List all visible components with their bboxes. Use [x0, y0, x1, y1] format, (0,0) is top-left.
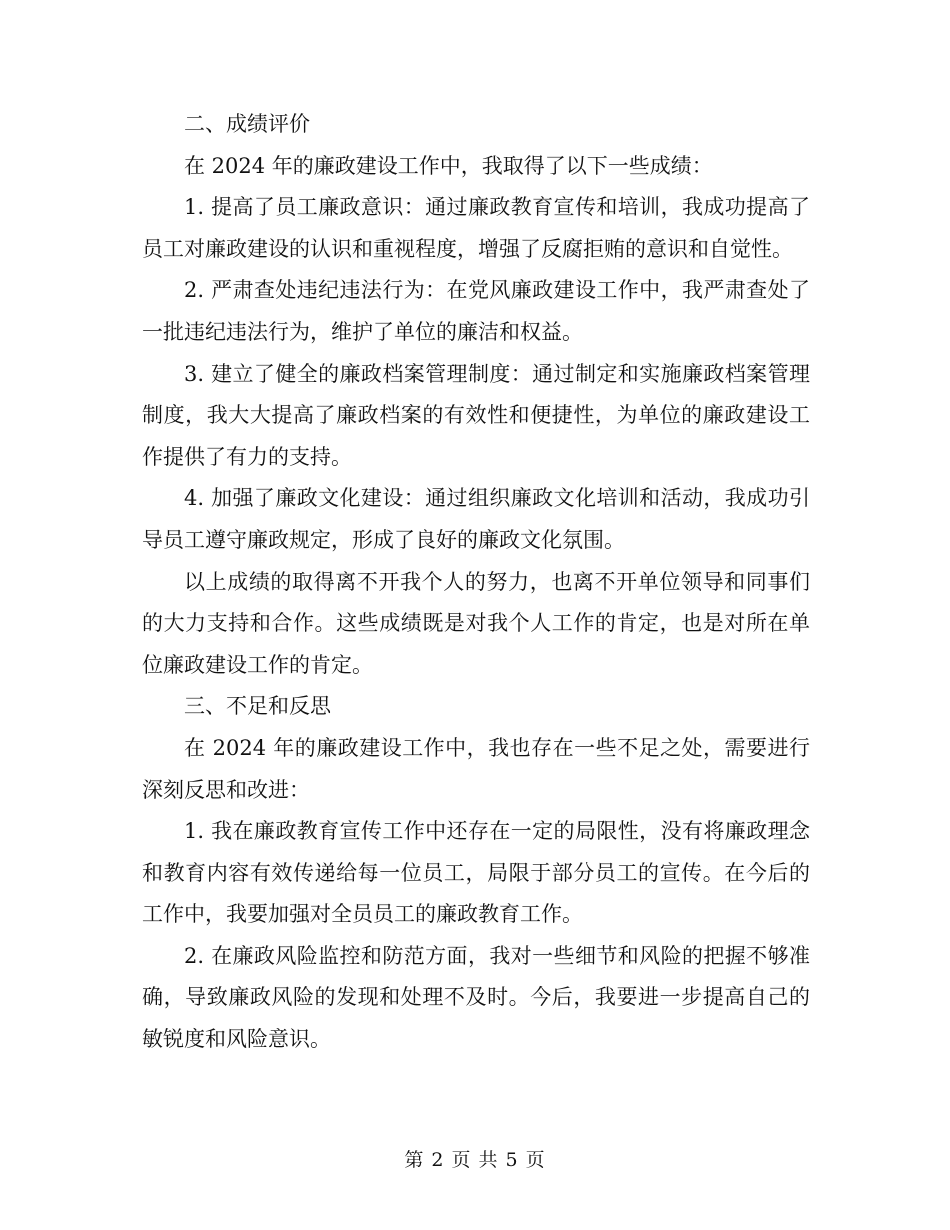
list-item: 2. 严肃查处违纪违法行为：在党风廉政建设工作中，我严肃查处了一批违纪违法行为，维护了单位的廉洁和权益。 [142, 278, 810, 344]
paragraph: 在 2024 年的廉政建设工作中，我也存在一些不足之处，需要进行深刻反思和改进： [142, 735, 810, 802]
document-body [142, 104, 810, 1061]
list-item: 1. 提高了员工廉政意识：通过廉政教育宣传和培训，我成功提高了员工对廉政建设的认识和重视程度，增强了反腐拒贿的意识和自觉性。 [142, 195, 810, 261]
list-item: 2. 在廉政风险监控和防范方面，我对一些细节和风险的把握不够准确，导致廉政风险的发现和处理不及时。今后，我要进一步提高自己的敏锐度和风险意识。 [142, 943, 810, 1052]
paragraph: 以上成绩的取得离不开我个人的努力，也离不开单位领导和同事们的大力支持和合作。这些成绩既是对我个人工作的肯定，也是对所在单位廉政建设工作的肯定。 [142, 569, 810, 677]
list-item: 1. 我在廉政教育宣传工作中还存在一定的局限性，没有将廉政理念和教育内容有效传递给每一位员工，局限于部分员工的宣传。在今后的工作中，我要加强对全员员工的廉政教育工作。 [142, 819, 810, 927]
list-item: 4. 加强了廉政文化建设：通过组织廉政文化培训和活动，我成功引导员工遵守廉政规定，形成了良好的廉政文化氛围。 [142, 486, 810, 552]
section-heading-shortcomings: 三、不足和反思 [184, 694, 331, 719]
page-number-footer: 第 2 页 共 5 页 [404, 1149, 546, 1171]
paragraph: 在 2024 年的廉政建设工作中，我取得了以下一些成绩： [184, 153, 713, 178]
list-item: 3. 建立了健全的廉政档案管理制度：通过制定和实施廉政档案管理制度，我大大提高了廉政档案的有效性和便捷性，为单位的廉政建设工作提供了有力的支持。 [142, 361, 810, 469]
section-heading-achievements: 二、成绩评价 [184, 112, 310, 136]
